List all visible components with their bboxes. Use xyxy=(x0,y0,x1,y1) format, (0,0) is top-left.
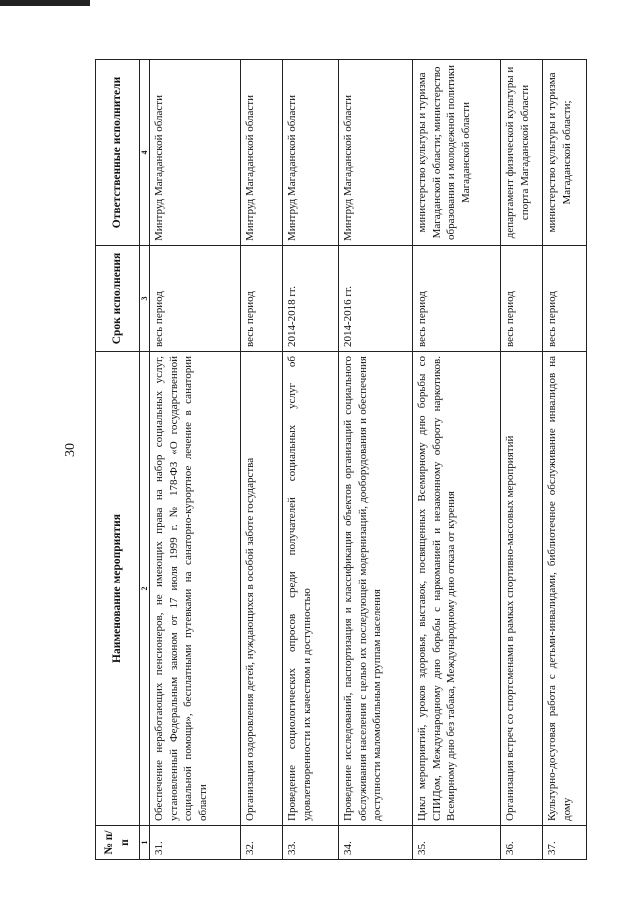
row-name: Культурно-досуговая работа с детьми-инвалидами, библиотечное обслуживание инвалидов на дому xyxy=(543,352,587,826)
row-term: весь период xyxy=(150,246,241,352)
table-header-row xyxy=(96,60,140,860)
row-name: Проведение исследований, паспортизация и классификация объектов организаций социального обслуживания населения с целью их последующей модернизаций, дооборудования и обеспечения доступности маломобильным группам населения xyxy=(339,352,413,826)
row-number: 33. xyxy=(283,826,339,860)
table-row xyxy=(339,60,413,860)
row-name: Проведение социологических опросов среди получателей социальных услуг об удовлетворенности их качеством и доступностью xyxy=(283,352,339,826)
table-row xyxy=(501,60,543,860)
header-num: № п/п xyxy=(96,826,140,860)
header-term: Срок исполнения xyxy=(96,246,140,352)
column-number: 2 xyxy=(140,352,150,826)
row-executors: Минтруд Магаданской области xyxy=(241,60,283,246)
row-number: 37. xyxy=(543,826,587,860)
header-name: Наименование мероприятия xyxy=(96,352,140,826)
header-executors: Ответственные исполнители xyxy=(96,60,140,246)
column-number: 4 xyxy=(140,60,150,246)
row-number: 34. xyxy=(339,826,413,860)
row-name: Организация оздоровления детей, нуждающихся в особой заботе государства xyxy=(241,352,283,826)
row-term: весь период xyxy=(543,246,587,352)
row-executors: Минтруд Магаданской области xyxy=(283,60,339,246)
row-executors: министерство культуры и туризма Магаданской области; министерство образования и молодежной политики Магаданской области xyxy=(413,60,501,246)
row-executors: Минтруд Магаданской области xyxy=(150,60,241,246)
measures-table xyxy=(95,59,587,860)
row-term: весь период xyxy=(501,246,543,352)
table-row xyxy=(413,60,501,860)
rotated-table-wrapper xyxy=(95,60,585,860)
row-number: 31. xyxy=(150,826,241,860)
table-row xyxy=(241,60,283,860)
page-number: 30 xyxy=(63,443,78,457)
table-row xyxy=(283,60,339,860)
row-term: 2014-2018 гг. xyxy=(283,246,339,352)
row-name: Цикл мероприятий, уроков здоровья, выставок, посвященных Всемирному дню борьбы со СПИДом, Международному дню борьбы с наркоманией и незаконному обороту наркотиков. Всемирному дню без табака, Международному дню отказа от курения xyxy=(413,352,501,826)
row-number: 32. xyxy=(241,826,283,860)
row-term: 2014-2016 гг. xyxy=(339,246,413,352)
row-executors: Минтруд Магаданской области xyxy=(339,60,413,246)
column-number: 1 xyxy=(140,826,150,860)
table-row xyxy=(150,60,241,860)
scan-edge-mark xyxy=(0,0,90,6)
row-executors: департамент физической культуры и спорта Магаданской области xyxy=(501,60,543,246)
row-name: Обеспечение неработающих пенсионеров, не имеющих права на набор социальных услуг, установленный Федеральным законом от 17 июля 1999 г. № 178-ФЗ «О государственной социальной помощи», бесплатными путевками на санаторно-курортное лечение в санатории области xyxy=(150,352,241,826)
table-row xyxy=(543,60,587,860)
row-executors: министерство культуры и туризма Магаданской области; xyxy=(543,60,587,246)
row-name: Организация встреч со спортсменами в рамках спортивно-массовых мероприятий xyxy=(501,352,543,826)
column-number: 3 xyxy=(140,246,150,352)
row-term: весь период xyxy=(241,246,283,352)
row-term: весь период xyxy=(413,246,501,352)
row-number: 36. xyxy=(501,826,543,860)
column-number-row xyxy=(140,60,150,860)
row-number: 35. xyxy=(413,826,501,860)
